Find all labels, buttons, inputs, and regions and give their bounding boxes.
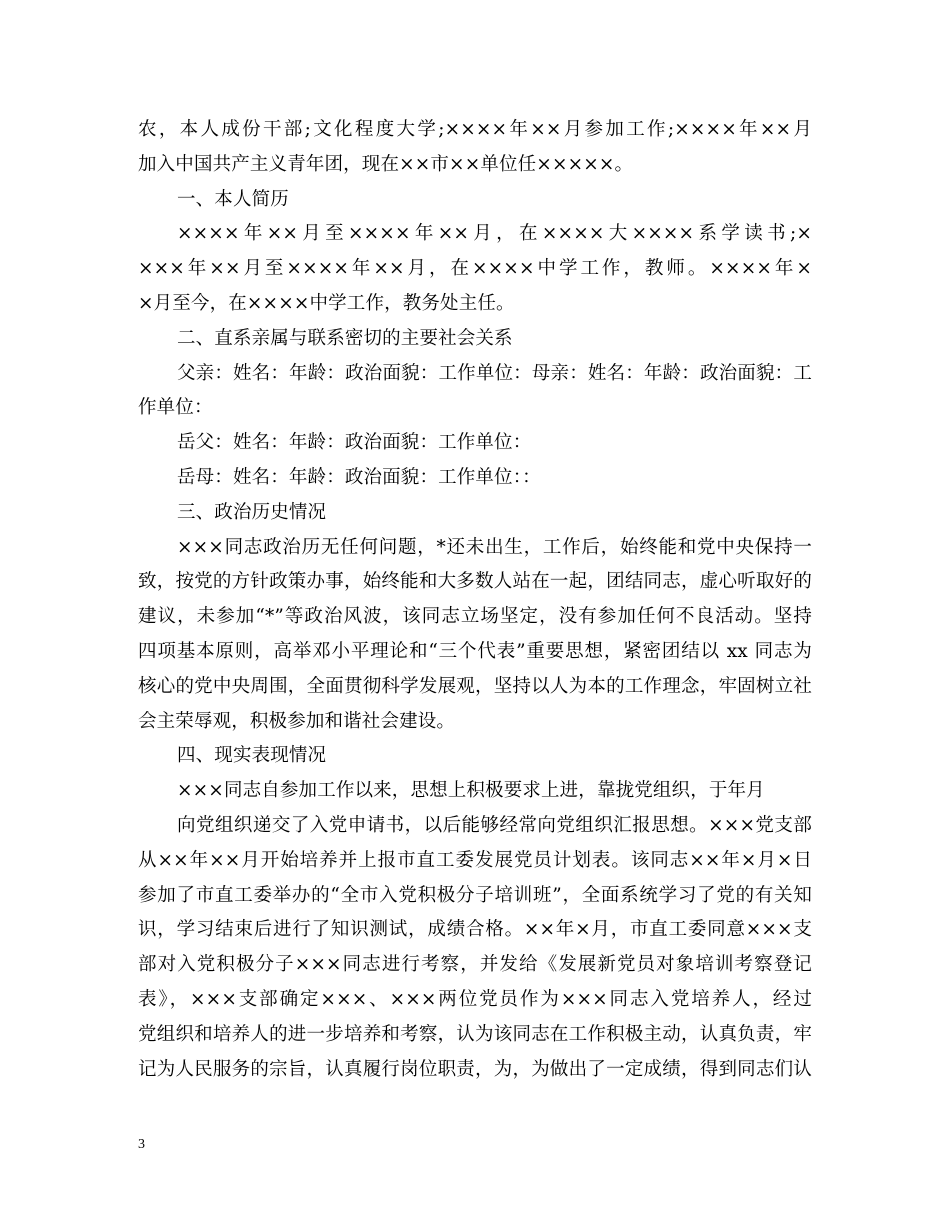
document-body	[138, 113, 812, 1087]
text-line: 岳父：姓名：年龄：政治面貌：工作单位：	[177, 432, 532, 454]
text-line: 从××年××月开始培养并上报市直工委发展党员计划表。该同志××年×月×日	[138, 849, 812, 871]
text-line: 记为人民服务的宗旨，认真履行岗位职责，为，为做出了一定成绩，得到同志们认	[138, 1058, 812, 1080]
text-line: ×××同志自参加工作以来，思想上积极要求上进，靠拢党组织，于年月	[177, 780, 765, 802]
text-line: ×月至今，在××××中学工作，教务处主任。	[138, 292, 515, 314]
text-line: 参加了市直工委举办的“全市入党积极分子培训班”，全面系统学习了党的有关知	[138, 884, 812, 906]
text-line: 建议，未参加“*”等政治风波，该同志立场坚定，没有参加任何不良活动。坚持	[138, 606, 812, 628]
text-line: 四、现实表现情况	[177, 745, 327, 767]
text-line: 父亲：姓名：年龄：政治面貌：工作单位：母亲：姓名：年龄：政治面貌：工	[177, 362, 812, 384]
text-line: 作单位：	[138, 397, 213, 419]
text-line: 党组织和培养人的进一步培养和考察，认为该同志在工作积极主动，认真负责，牢	[138, 1023, 812, 1045]
text-line: 致，按党的方针政策办事，始终能和大多数人站在一起，团结同志，虚心听取好的	[138, 571, 812, 593]
text-line: ××××年××月至××××年××月，在××××大××××系学读书;×	[177, 223, 812, 245]
text-line: ×××年××月至××××年××月，在××××中学工作，教师。××××年×	[138, 258, 812, 280]
text-line: ×××同志政治历无任何问题，*还未出生，工作后，始终能和党中央保持一	[177, 536, 812, 558]
text-line: 三、政治历史情况	[177, 501, 327, 523]
page-number: 3	[138, 1137, 145, 1152]
text-line: 二、直系亲属与联系密切的主要社会关系	[177, 327, 513, 349]
text-line: 四项基本原则，高举邓小平理论和“三个代表”重要思想，紧密团结以 xx 同志为	[138, 640, 812, 662]
text-line: 会主荣辱观，积极参加和谐社会建设。	[138, 710, 456, 732]
text-line: 岳母：姓名：年龄：政治面貌：工作单位：：	[177, 466, 541, 488]
text-line: 农，本人成份干部;文化程度大学;××××年××月参加工作;××××年××月	[138, 119, 812, 140]
text-line: 加入中国共产主义青年团，现在××市××单位任×××××。	[138, 153, 634, 175]
text-line: 向党组织递交了入党申请书，以后能够经常向党组织汇报思想。×××党支部	[177, 814, 812, 836]
text-line: 表》，×××支部确定×××、×××两位党员作为×××同志入党培养人，经过	[138, 988, 812, 1010]
text-line: 识，学习结束后进行了知识测试，成绩合格。××年×月，市直工委同意×××支	[138, 919, 812, 941]
text-line: 部对入党积极分子×××同志进行考察，并发给《发展新党员对象培训考察登记	[138, 954, 812, 976]
text-line: 一、本人简历	[177, 188, 289, 210]
text-line: 核心的党中央周围，全面贯彻科学发展观，坚持以人为本的工作理念，牢固树立社	[138, 675, 812, 697]
